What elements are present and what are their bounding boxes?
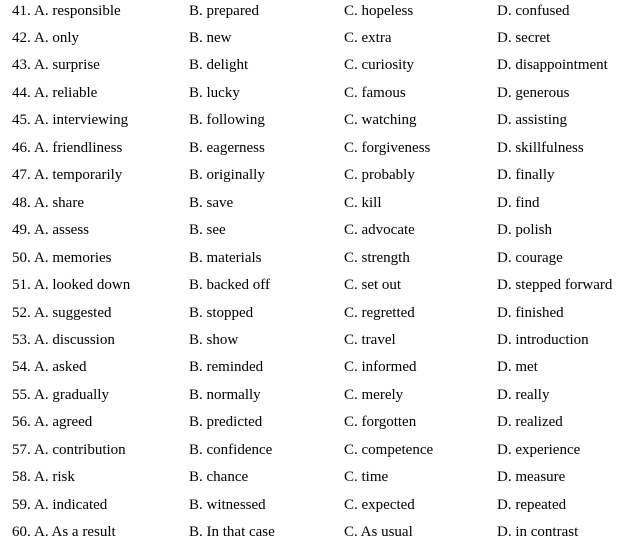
question-row [0, 27, 626, 54]
question-number: 56. [12, 414, 31, 430]
question-row [0, 219, 626, 246]
option-b: B. prepared [189, 3, 259, 19]
question-row [0, 329, 626, 356]
option-b: B. originally [189, 167, 265, 183]
option-a: A. agreed [34, 414, 93, 430]
option-c: C. advocate [344, 222, 415, 238]
option-c: C. regretted [344, 305, 415, 321]
question-number: 60. [12, 524, 31, 540]
question-row [0, 247, 626, 274]
question-row [0, 274, 626, 301]
option-c: C. As usual [344, 524, 413, 540]
question-number: 51. [12, 277, 31, 293]
option-c: C. expected [344, 497, 415, 513]
option-b: B. backed off [189, 277, 270, 293]
option-c: C. informed [344, 359, 417, 375]
option-b: B. confidence [189, 442, 273, 458]
option-c: C. extra [344, 30, 392, 46]
option-d: D. courage [497, 250, 563, 266]
question-row [0, 494, 626, 521]
option-d: D. assisting [497, 112, 568, 128]
option-a: A. interviewing [34, 112, 129, 128]
option-d: D. repeated [497, 497, 567, 513]
question-row [0, 82, 626, 109]
option-a: A. suggested [34, 305, 112, 321]
option-c: C. kill [344, 195, 382, 211]
option-a: A. only [34, 30, 79, 46]
option-d: D. realized [497, 414, 563, 430]
option-b: B. witnessed [189, 497, 266, 513]
option-b: B. stopped [189, 305, 254, 321]
option-c: C. time [344, 469, 389, 485]
question-number: 45. [12, 112, 31, 128]
option-c: C. travel [344, 332, 396, 348]
option-c: C. strength [344, 250, 410, 266]
question-number: 52. [12, 305, 31, 321]
option-a: A. temporarily [34, 167, 123, 183]
option-b: B. save [189, 195, 234, 211]
question-number: 55. [12, 387, 31, 403]
option-d: D. really [497, 387, 550, 403]
option-d: D. find [497, 195, 540, 211]
option-a: A. As a result [34, 524, 116, 540]
option-d: D. met [497, 359, 538, 375]
option-b: B. delight [189, 57, 249, 73]
option-d: D. experience [497, 442, 581, 458]
option-a: A. indicated [34, 497, 108, 513]
option-d: D. in contrast [497, 524, 579, 540]
question-number: 50. [12, 250, 31, 266]
option-c: C. forgiveness [344, 140, 431, 156]
option-c: C. famous [344, 85, 406, 101]
option-d: D. generous [497, 85, 570, 101]
question-row [0, 164, 626, 191]
option-c: C. forgotten [344, 414, 417, 430]
option-a: A. gradually [34, 387, 109, 403]
question-number: 59. [12, 497, 31, 513]
option-b: B. chance [189, 469, 249, 485]
question-row [0, 192, 626, 219]
option-b: B. following [189, 112, 265, 128]
question-number: 41. [12, 3, 31, 19]
question-number: 57. [12, 442, 31, 458]
option-d: D. introduction [497, 332, 589, 348]
option-a: A. share [34, 195, 84, 211]
option-d: D. finished [497, 305, 564, 321]
question-row [0, 384, 626, 411]
question-row [0, 109, 626, 136]
question-number: 53. [12, 332, 31, 348]
option-a: A. discussion [34, 332, 115, 348]
option-a: A. contribution [34, 442, 126, 458]
option-b: B. new [189, 30, 232, 46]
option-b: B. normally [189, 387, 261, 403]
option-b: B. eagerness [189, 140, 265, 156]
option-b: B. In that case [189, 524, 275, 540]
option-a: A. risk [34, 469, 75, 485]
option-d: D. confused [497, 3, 570, 19]
option-a: A. asked [34, 359, 87, 375]
option-c: C. curiosity [344, 57, 414, 73]
question-number: 46. [12, 140, 31, 156]
option-d: D. disappointment [497, 57, 608, 73]
option-a: A. looked down [34, 277, 131, 293]
option-c: C. set out [344, 277, 402, 293]
option-d: D. measure [497, 469, 566, 485]
question-number: 54. [12, 359, 31, 375]
question-row [0, 137, 626, 164]
question-row [0, 466, 626, 493]
question-row [0, 439, 626, 466]
question-number: 42. [12, 30, 31, 46]
option-a: A. memories [34, 250, 112, 266]
option-a: A. responsible [34, 3, 121, 19]
option-c: C. watching [344, 112, 417, 128]
option-a: A. friendliness [34, 140, 123, 156]
question-number: 47. [12, 167, 31, 183]
option-b: B. lucky [189, 85, 240, 101]
question-number: 48. [12, 195, 31, 211]
option-a: A. assess [34, 222, 89, 238]
question-row [0, 0, 626, 27]
option-b: B. see [189, 222, 226, 238]
question-row [0, 302, 626, 329]
option-b: B. materials [189, 250, 262, 266]
question-row [0, 356, 626, 383]
option-a: A. surprise [34, 57, 100, 73]
option-b: B. predicted [189, 414, 263, 430]
option-c: C. hopeless [344, 3, 414, 19]
option-d: D. skillfulness [497, 140, 584, 156]
question-number: 43. [12, 57, 31, 73]
question-number: 58. [12, 469, 31, 485]
option-d: D. finally [497, 167, 555, 183]
option-c: C. merely [344, 387, 404, 403]
question-row [0, 54, 626, 81]
option-d: D. secret [497, 30, 551, 46]
option-b: B. reminded [189, 359, 264, 375]
option-d: D. polish [497, 222, 553, 238]
question-row [0, 411, 626, 438]
option-a: A. reliable [34, 85, 98, 101]
question-number: 49. [12, 222, 31, 238]
option-c: C. probably [344, 167, 415, 183]
option-b: B. show [189, 332, 239, 348]
option-c: C. competence [344, 442, 434, 458]
option-d: D. stepped forward [497, 277, 613, 293]
question-number: 44. [12, 85, 31, 101]
